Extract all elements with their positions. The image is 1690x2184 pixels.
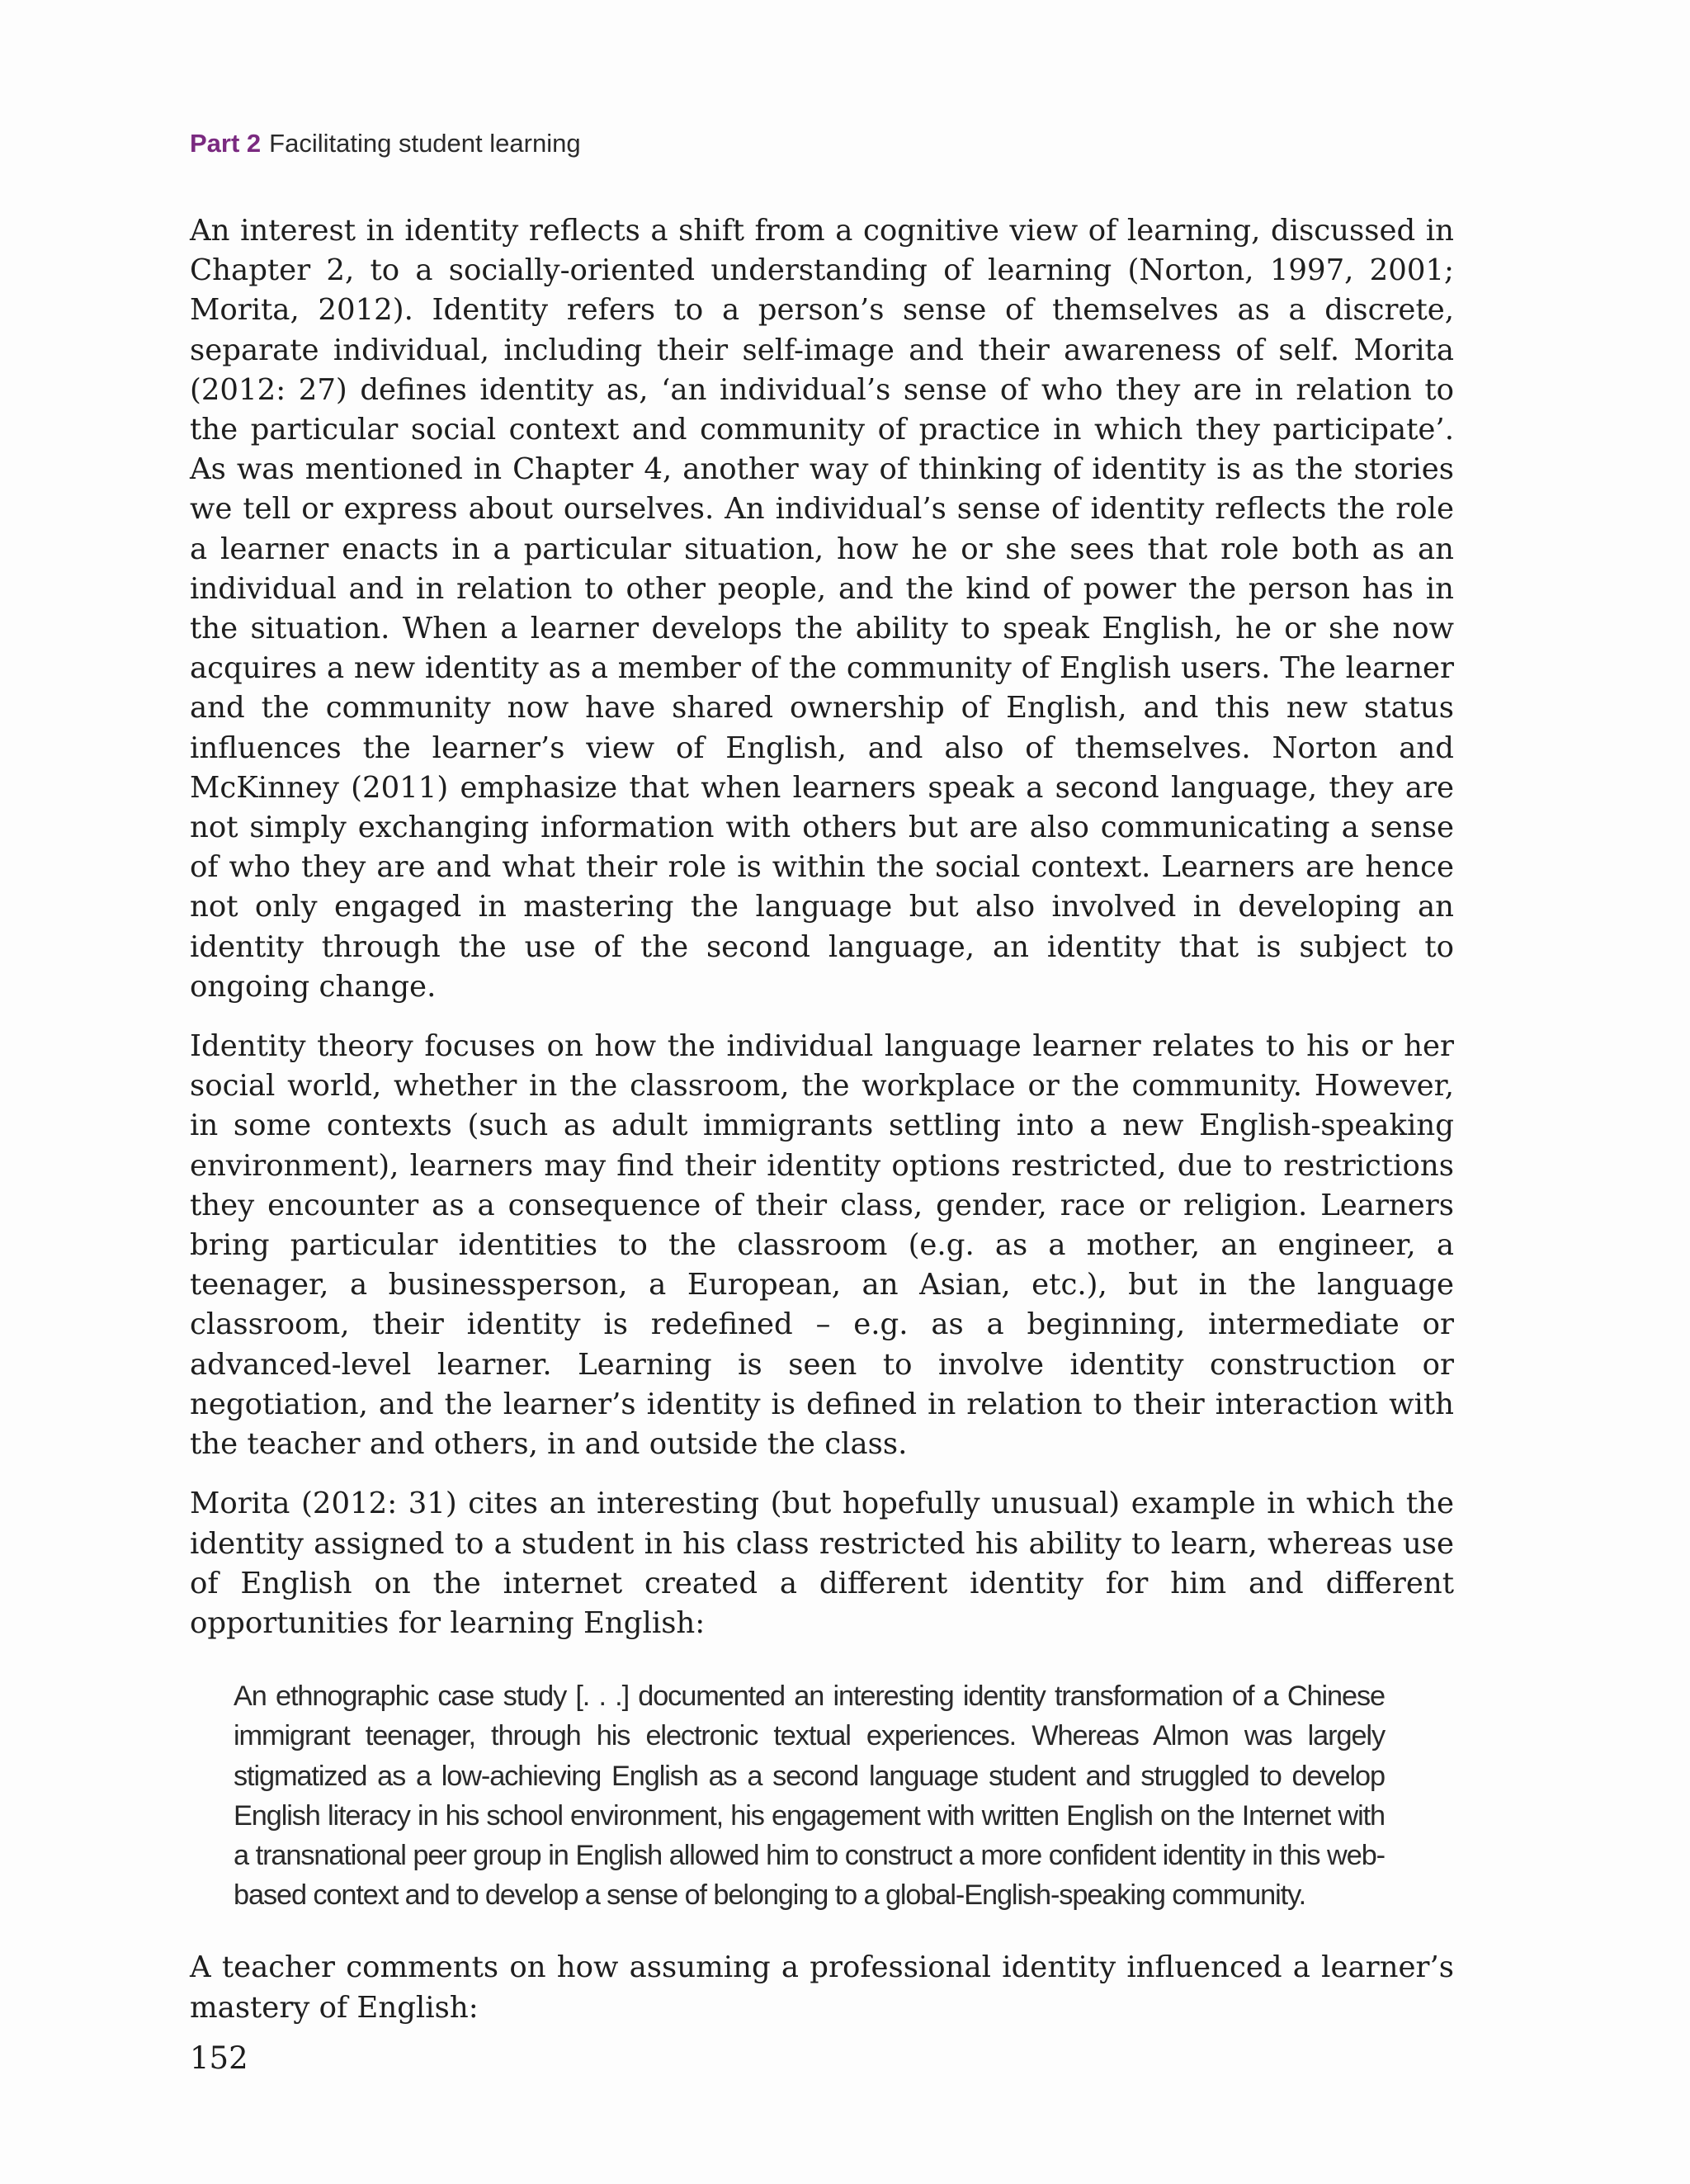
main-text — [190, 211, 1454, 2048]
running-header — [190, 129, 581, 158]
section-title: Facilitating student learning — [269, 129, 581, 158]
block-quote: An ethnographic case study [. . .] documented an interesting identity transformation of a Chinese immigrant teenager, through his electronic textual experiences. Whereas Almon was largely stigmatized as a low-achieving English as a second language student and struggled to develop English literacy in his school environment, his engagement with written English on the Internet with a transnational peer group in English allowed him to construct a more confident identity in this web-based context and to develop a sense of belonging to a global-English-speaking community. — [234, 1681, 1385, 1912]
paragraph-identity-definition: An interest in identity reflects a shift from a cognitive view of learning, discussed in Chapter 2, to a socially-oriented understanding of learning (Norton, 1997, 2001; Morita, 2012). Identity refers to a person’s sense of themselves as a discrete, separate individual, including their self-image and their awareness of self. Morita (2012: 27) defines identity as, ‘an individual’s sense of who they are in relation to the particular social context and community of practice in which they participate’. As was mentioned in Chapter 4, another way of thinking of identity is as the stories we tell or express about ourselves. An individual’s sense of identity reflects the role a learner enacts in a particular situation, how he or she sees that role both as an individual and in relation to other people, and the kind of power the person has in the situation. When a learner develops the ability to speak English, he or she now acquires a new identity as a member of the community of English users. The learner and the community now have shared ownership of English, and this new status influences the learner’s view of English, and also of themselves. Norton and McKinney (2011) emphasize that when learners speak a second language, they are not simply exchanging information with others but are also communicating a sense of who they are and what their role is within the social context. Learners are hence not only engaged in mastering the language but also involved in developing an identity through the use of the second language, an identity that is subject to ongoing change. — [190, 214, 1454, 1004]
paragraph-morita-example: Morita (2012: 31) cites an interesting (but hopefully unusual) example in which the identity assigned to a student in his class restricted his ability to learn, whereas use of English on the internet created a different identity for him and different opportunities for learning English: — [190, 1487, 1454, 1640]
part-label: Part 2 — [190, 129, 262, 158]
paragraph-teacher-comment: A teacher comments on how assuming a professional identity influenced a learner’s mastery of English: — [190, 1950, 1454, 2025]
page-number: 152 — [190, 2040, 248, 2076]
paragraph-identity-theory: Identity theory focuses on how the individual language learner relates to his or her social world, whether in the classroom, the workplace or the community. However, in some contexts (such as adult immigrants settling into a new English-speaking environment), learners may find their identity options restricted, due to restrictions they encounter as a consequence of their class, gender, race or religion. Learners bring particular identities to the classroom (e.g. as a mother, an engineer, a teenager, a businessperson, a European, an Asian, etc.), but in the language classroom, their identity is redefined – e.g. as a beginning, intermediate or advanced-level learner. Learning is seen to involve identity construction or negotiation, and the learner’s identity is defined in relation to their interaction with the teacher and others, in and outside the class. — [190, 1029, 1454, 1462]
